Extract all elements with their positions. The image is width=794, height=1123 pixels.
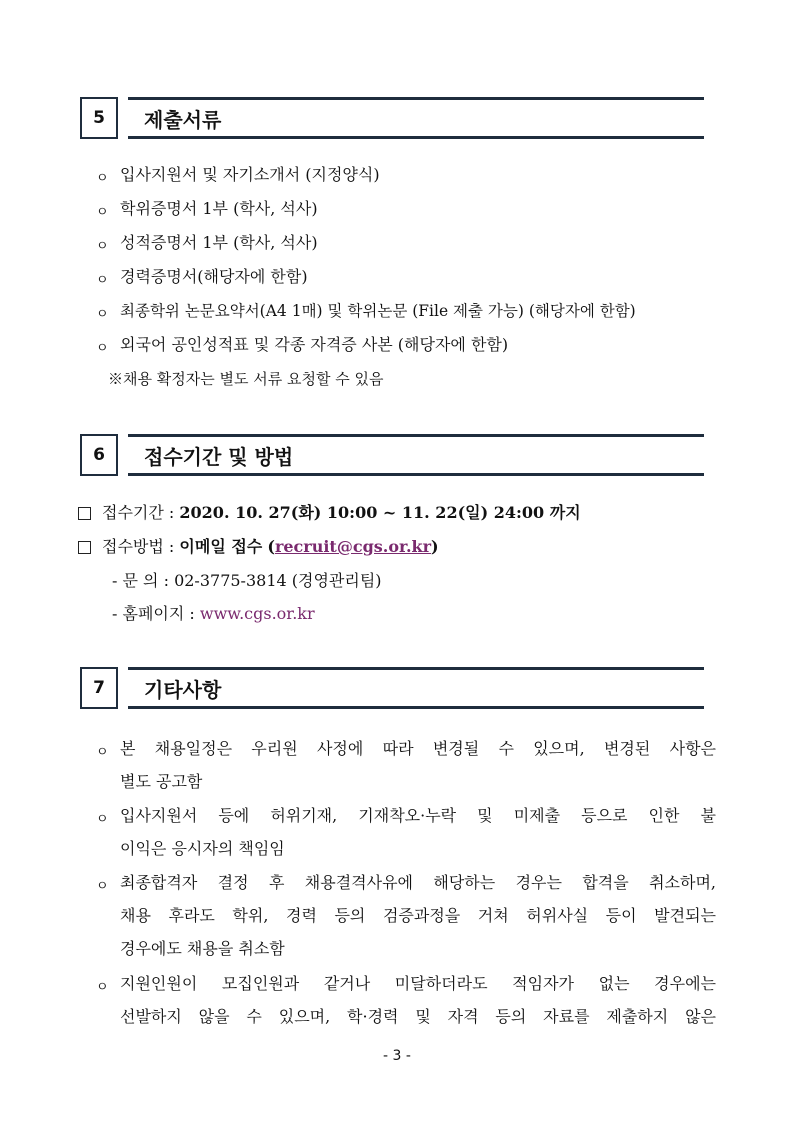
bullet-icon: ㅇ bbox=[96, 879, 109, 894]
homepage-label: - 홈페이지 : bbox=[112, 604, 195, 623]
list-item-line: 최종합격자 결정 후 채용결격사유에 해당하는 경우는 합격을 취소하며, bbox=[120, 873, 716, 892]
checkbox-icon bbox=[78, 507, 91, 520]
list-item-line: 이익은 응시자의 책임임 bbox=[120, 839, 285, 858]
inquiry-value: 02-3775-3814 (경영관리팀) bbox=[174, 571, 382, 590]
method-value: 이메일 접수 bbox=[179, 537, 263, 556]
section-title: 제출서류 bbox=[144, 107, 222, 132]
homepage-row bbox=[112, 603, 315, 625]
list-item-line: 입사지원서 등에 허위기재, 기재착오·누락 및 미제출 등으로 인한 불 bbox=[120, 806, 716, 825]
bullet-icon: ㅇ bbox=[96, 307, 109, 322]
checkbox-icon bbox=[78, 541, 91, 554]
bullet-icon: ㅇ bbox=[96, 171, 109, 186]
note-text: ※채용 확정자는 별도 서류 요청할 수 있음 bbox=[108, 370, 384, 388]
method-row: 접수방법 : 이메일 접수 (recruit@cgs.or.kr) bbox=[102, 537, 439, 556]
list-item: 경력증명서(해당자에 한함) bbox=[120, 267, 308, 286]
section-number: 7 bbox=[80, 667, 118, 709]
bullet-icon: ㅇ bbox=[96, 205, 109, 220]
list-item-line: 선발하지 않을 수 있으며, 학·경력 및 자격 등의 자료를 제출하지 않은 bbox=[120, 1007, 716, 1026]
section-number: 6 bbox=[80, 434, 118, 476]
section-title-bar bbox=[128, 434, 704, 476]
list-item-line: 별도 공고함 bbox=[120, 772, 203, 791]
bullet-icon: ㅇ bbox=[96, 745, 109, 760]
section-title-bar bbox=[128, 97, 704, 139]
period-row bbox=[102, 502, 581, 524]
section-title: 접수기간 및 방법 bbox=[144, 444, 294, 469]
section-number: 5 bbox=[80, 97, 118, 139]
list-item: 성적증명서 1부 (학사, 석사) bbox=[120, 233, 318, 252]
list-item: 입사지원서 및 자기소개서 (지정양식) bbox=[120, 165, 380, 184]
list-item-line: 본 채용일정은 우리원 사정에 따라 변경될 수 있으며, 변경된 사항은 bbox=[120, 739, 716, 758]
list-item: 학위증명서 1부 (학사, 석사) bbox=[120, 199, 318, 218]
list-item: 외국어 공인성적표 및 각종 자격증 사본 (해당자에 한함) bbox=[120, 335, 509, 354]
list-item-line: 경우에도 채용을 취소함 bbox=[120, 939, 285, 958]
period-value: 2020. 10. 27(화) 10:00 ~ 11. 22(일) 24:00 까지 bbox=[179, 503, 581, 522]
list-item-line: 지원인원이 모집인원과 같거나 미달하더라도 적임자가 없는 경우에는 bbox=[120, 974, 716, 993]
section-header-6 bbox=[80, 434, 704, 480]
bullet-icon: ㅇ bbox=[96, 341, 109, 356]
page-number: - 3 - bbox=[383, 1048, 411, 1064]
period-label: 접수기간 : bbox=[102, 503, 175, 522]
section-title: 기타사항 bbox=[144, 677, 222, 702]
homepage-link[interactable]: www.cgs.or.kr bbox=[199, 604, 315, 623]
inquiry-label: - 문 의 : bbox=[112, 571, 169, 590]
bullet-icon: ㅇ bbox=[96, 273, 109, 288]
email-link[interactable]: recruit@cgs.or.kr bbox=[274, 537, 432, 556]
method-label: 접수방법 : bbox=[102, 537, 175, 556]
section-header-5 bbox=[80, 97, 704, 143]
inquiry-row bbox=[112, 570, 382, 592]
bullet-icon: ㅇ bbox=[96, 812, 109, 827]
list-item-line: 채용 후라도 학위, 경력 등의 검증과정을 거쳐 허위사실 등이 발견되는 bbox=[120, 906, 716, 925]
section-header-7 bbox=[80, 667, 704, 713]
list-item: 최종학위 논문요약서(A4 1매) 및 학위논문 (File 제출 가능) (해당자에 한함) bbox=[120, 302, 636, 320]
section-title-bar bbox=[128, 667, 704, 709]
bullet-icon: ㅇ bbox=[96, 239, 109, 254]
bullet-icon: ㅇ bbox=[96, 980, 109, 995]
